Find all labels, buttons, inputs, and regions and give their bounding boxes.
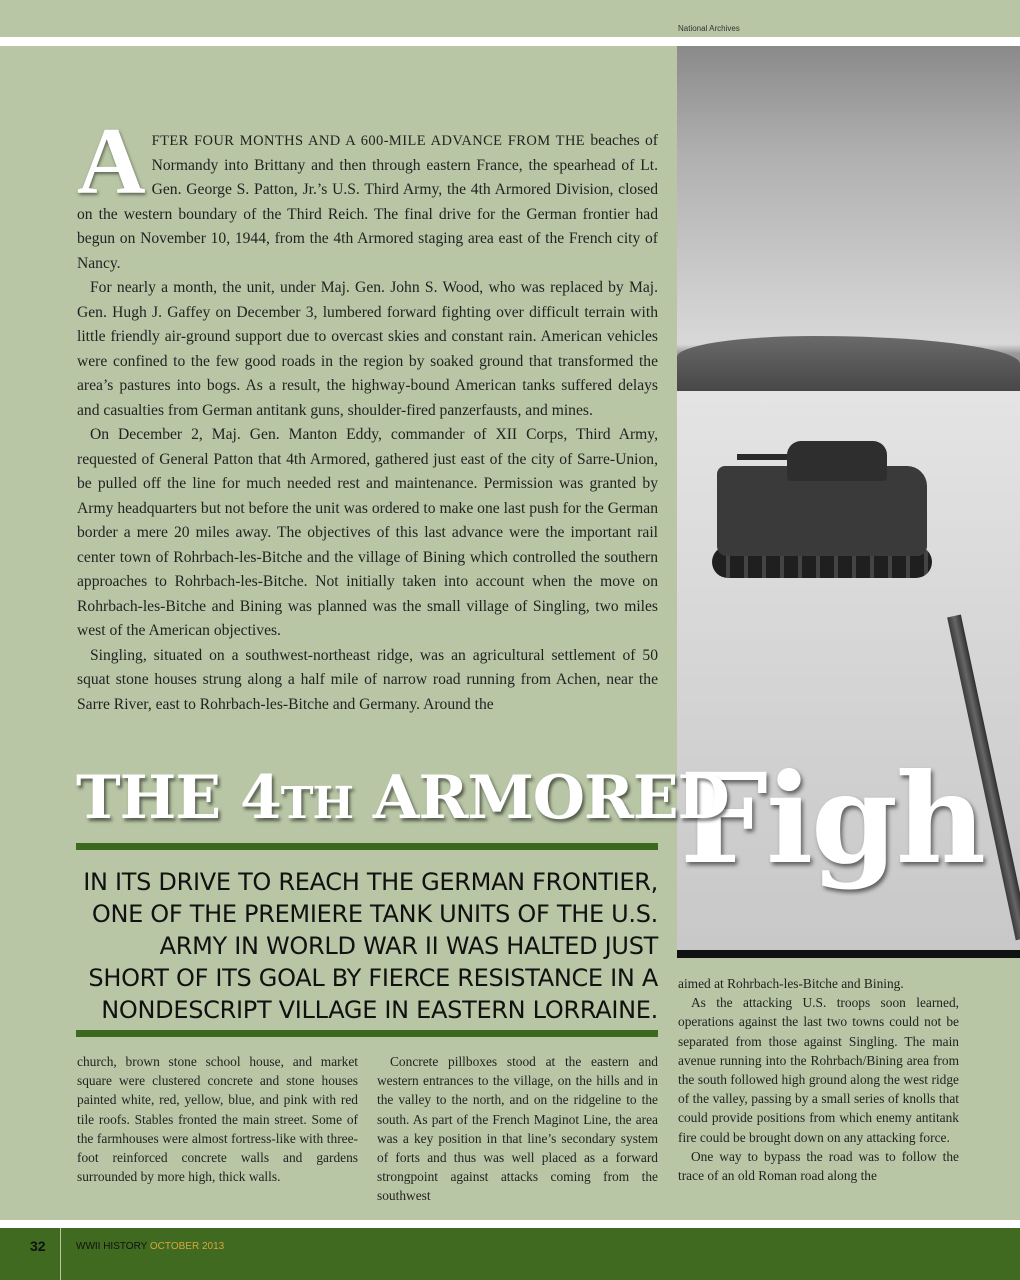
- column-3-paragraph-2: One way to bypass the road was to follow the trace of an old Roman road along the: [678, 1148, 959, 1184]
- title-continuation: Figh: [680, 747, 984, 892]
- footer-rule: [0, 1220, 1020, 1228]
- tank-turret: [787, 441, 887, 481]
- magazine-folio: [76, 1241, 224, 1252]
- paragraph-1-text: beaches of Normandy into Brittany and then through eastern France, the spearhead of Lt. Gen. George S. Patton, Jr.’s U.S. Third Army, the 4th Armored Division, closed on the western boundary of the Third Reich. The final drive for the German frontier had begun on November 10, 1944, from the 4th Armored staging area east of the French city of Nancy.: [77, 132, 659, 272]
- top-rule: [0, 37, 1020, 46]
- lead-in-caps: FTER FOUR MONTHS AND A 600-MILE ADVANCE FROM THE: [151, 133, 586, 149]
- photo-bottom-rule: [677, 950, 1020, 958]
- magazine-name: WWII HISTORY: [76, 1241, 148, 1252]
- deck-top-rule: [76, 843, 658, 850]
- paragraph-4: Singling, situated on a southwest-northeast ridge, was an agricultural settlement of 50 squat stone houses strung along a half mile of narrow road running from Achen, near the Sarre River, east to Rohrbach-les-Bitche and Germany. Around the: [77, 646, 658, 713]
- column-1: [77, 1052, 358, 1186]
- paragraph-1: [77, 108, 659, 276]
- headline: THE 4TH ARMORED: [76, 763, 729, 833]
- column-3-paragraph: As the attacking U.S. troops soon learned, operations against the last two towns could not be separated from those against Singling. The main avenue running into the Rohrbach/Bining area from the south followed high ground along the west ridge of the valley, passing by a small series of knolls that could provide positions from which enemy antitank fire could be brought down on any attacking force.: [678, 995, 959, 1145]
- column-3-line: aimed at Rohrbach-les-Bitche and Bining.: [678, 976, 904, 991]
- column-2-text: Concrete pillboxes stood at the eastern and western entrances to the village, on the hills and in the valley to the north, and on the ridgeline to the south. As part of the French Maginot Line, the area was a key position in that line’s secondary system of forts and thus was well placed as a forward strongpoint against attacks coming from the southwest: [377, 1054, 658, 1204]
- photo-credit: National Archives: [678, 24, 740, 33]
- footer-divider: [60, 1228, 61, 1280]
- deck-bottom-rule: [76, 1030, 658, 1037]
- drop-cap: A: [77, 108, 146, 214]
- headline-ordinal: TH: [280, 778, 354, 829]
- column-2: [377, 1052, 658, 1206]
- paragraph-2: For nearly a month, the unit, under Maj. Gen. John S. Wood, who was replaced by Maj. Gen. Hugh J. Gaffey on December 3, lumbered forward fighting over difficult terrain with little friendly air-ground support due to overcast skies and constant rain. American vehicles were confined to the few good roads in the region by soaked ground that transformed the area’s pastures into bogs. As a result, the highway-bound American tanks suffered delays and casualties from German antitank guns, shoulder-fired panzerfausts, and mines.: [77, 279, 658, 419]
- issue-date: OCTOBER 2013: [149, 1241, 225, 1252]
- footer: [0, 1228, 1020, 1280]
- page-number: 32: [30, 1238, 46, 1254]
- lead-text: [77, 108, 659, 717]
- column-3: [678, 974, 959, 1185]
- paragraph-3: On December 2, Maj. Gen. Manton Eddy, commander of XII Corps, Third Army, requested of General Patton that 4th Armored, gathered just east of the city of Sarre-Union, be pulled off the line for much needed rest and maintenance. Permission was granted by Army headquarters but not before the unit was ordered to make one last push for the German border a mere 20 miles away. The objectives of this last advance were the important rail center town of Rohrbach-les-Bitche and the village of Bining which controlled the southern approaches to Rohrbach-les-Bitche. Not initially taken into account when the move on Rohrbach-les-Bitche and Bining was planned was the small village of Singling, two miles west of the American objectives.: [77, 426, 658, 639]
- top-margin: [0, 0, 1020, 36]
- column-1-text: church, brown stone school house, and market square were clustered concrete and stone houses painted white, red, yellow, blue, and pink with red tile roofs. Stables fronted the main street. Some of the farmhouses were almost fortress-like with three-foot reinforced concrete walls and gardens surrounded by more high, thick walls.: [77, 1054, 358, 1185]
- deck-subtitle: IN ITS DRIVE TO REACH THE GERMAN FRONTIER, ONE OF THE PREMIERE TANK UNITS OF THE U.S. ARMY IN WORLD WAR II WAS HALTED JUST SHORT OF ITS GOAL BY FIERCE RESISTANCE IN A NONDESCRIPT VILLAGE IN EASTERN LORRAINE.: [83, 868, 658, 1024]
